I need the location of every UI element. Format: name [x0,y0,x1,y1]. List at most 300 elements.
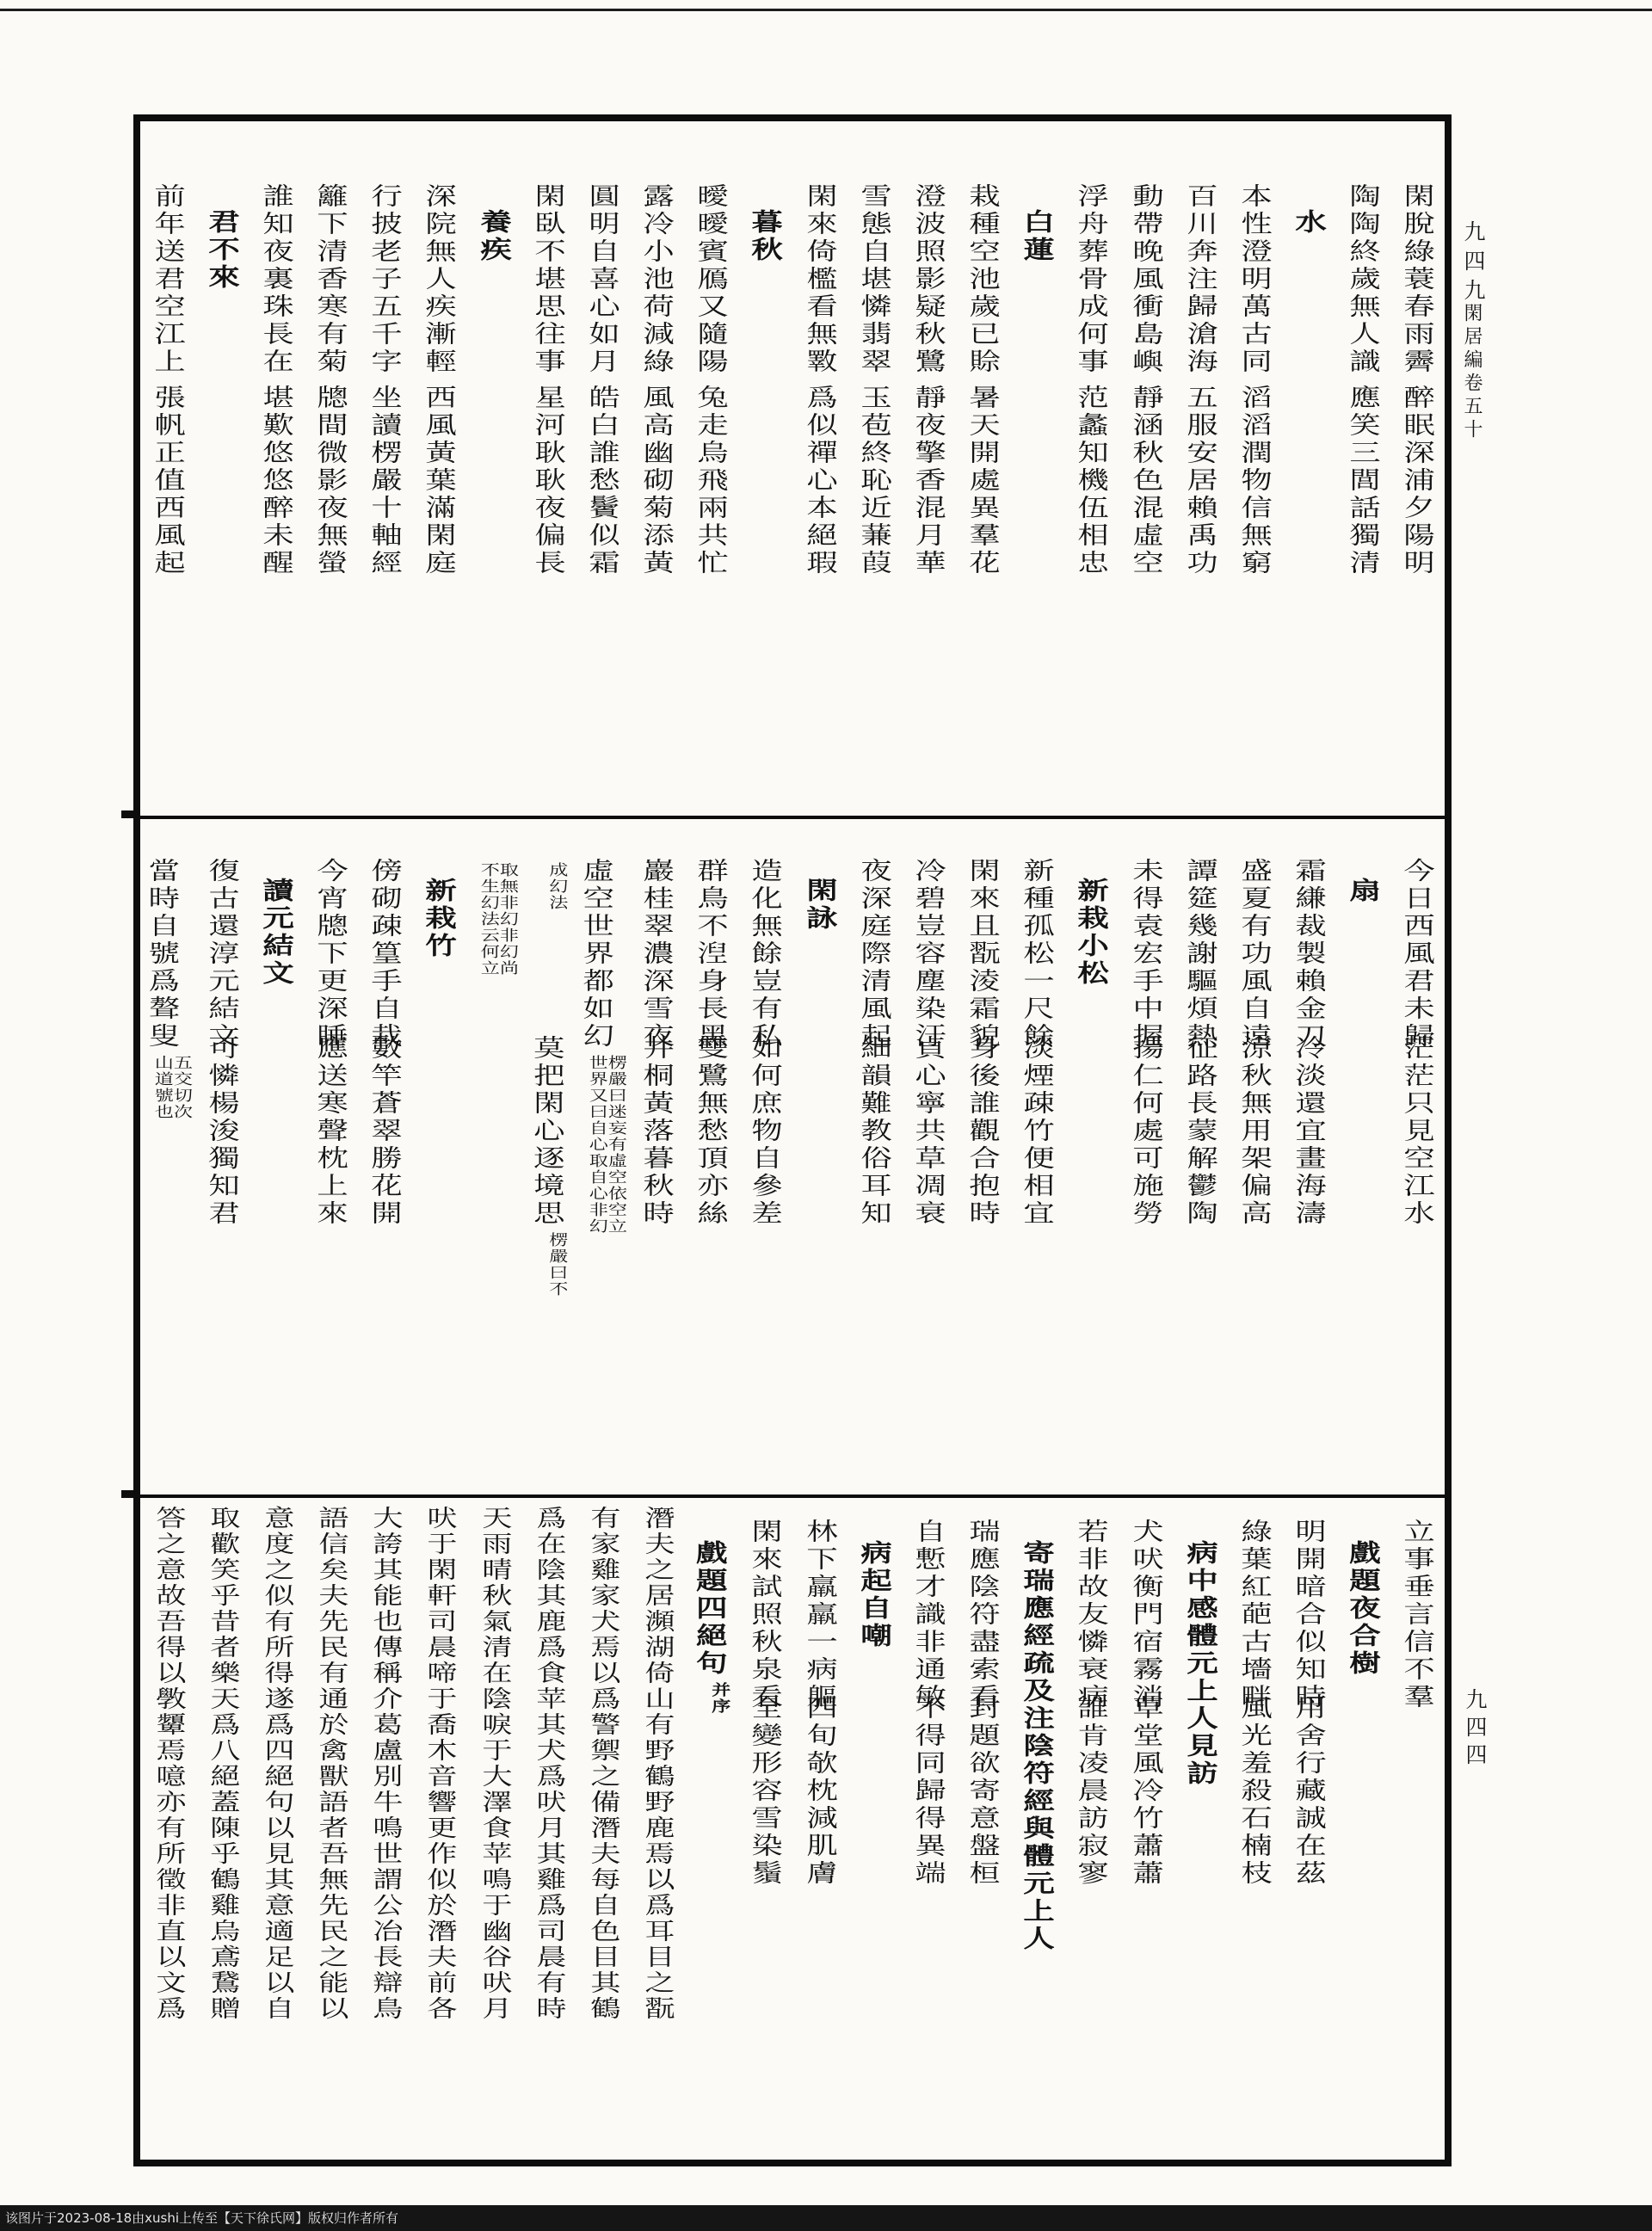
interlinear-note [150,1055,192,1120]
register-2 [140,819,1445,1495]
verse-line [472,858,518,981]
text-column [684,819,738,1495]
verse-line [578,858,626,1239]
verse-text: 圓明自喜心如月 [584,183,622,376]
verse-text: 身後誰觀合抱時 [965,1035,1002,1228]
verse-text: 百川奔注歸滄海 [1181,183,1219,376]
text-column [466,1498,521,2160]
verse-line [1399,858,1437,1051]
verse-text: 霜縑裁製賴金刀 [1291,858,1328,1051]
prose-column [422,1506,457,2022]
interlinear-note [544,862,567,911]
verse-text: 露冷小池荷減綠 [638,183,676,376]
prose-column [312,1506,348,2022]
header-page-number: 九四九 [1461,220,1486,308]
text-column [466,121,521,816]
text-column [304,819,358,1495]
text-column [575,819,629,1495]
verse-text: 閑來倚檻看無斁 [801,183,839,376]
watermark-bar [0,2205,1652,2231]
verse-line [149,183,187,376]
verse-line [1236,1519,1274,1711]
text-column [304,1498,358,2160]
poem-title-text: 君不來 [203,209,241,292]
verse-line [693,183,730,376]
poem-title-text: 養疾 [475,209,513,264]
verse-line [1127,1695,1165,1888]
verse-text: 瑞應陰符盡索看 [965,1519,1002,1711]
text-column [1064,819,1119,1495]
verse-line [1291,1035,1328,1228]
verse-line [1236,1035,1274,1228]
text-column [1010,819,1064,1495]
note-line: 山道號也 [150,1055,173,1120]
prose-text: 答之意故吾得以斆顰焉噫亦有所徵非直以文爲 [150,1506,185,2022]
verse-text: 浮舟葬骨成何事 [1073,183,1111,376]
verse-text: 曖曖賓鴈又隨陽 [693,183,730,376]
verse-line [693,1035,730,1228]
prose-text: 大誇其能也傳稱介葛盧別牛鳴世謂公冶長辯鳥 [367,1506,403,2022]
verse-line [1127,1035,1165,1228]
text-column [521,1498,575,2160]
verse-text: 可憐楊浚獨知君 [203,1035,241,1228]
interlinear-note [544,1232,567,1297]
note-line: 并序 [707,1682,730,1715]
verse-line [1291,858,1328,1051]
verse-text: 應笑三閭話獨清 [1345,385,1383,577]
verse-line [801,183,839,376]
register-1 [140,121,1445,816]
prose-text: 語信矣夫先民有通於禽獸語者吾無先民之能以 [312,1506,348,2022]
verse-line [1236,183,1274,376]
verse-text: 今日西風君未歸 [1399,858,1437,1051]
text-column [412,1498,466,2160]
verse-line [1236,1695,1274,1888]
verse-text: 澄波照影疑秋鷺 [910,183,948,376]
verse-text: 四旬欹枕減肌膚 [801,1695,839,1888]
note-line: 楞嚴曰不 [544,1232,567,1297]
text-column [575,121,629,816]
verse-text: 閑脫綠蓑春雨霽 [1399,183,1437,376]
verse-line [1073,183,1111,376]
watermark-text: 该图片于2023-08-18由xushi上传至【天下徐氏网】版权归作者所有 [5,2210,399,2226]
verse-line [910,183,948,376]
verse-line [747,1035,785,1228]
register-divider [140,1495,1445,1498]
verse-line [1291,1695,1328,1888]
text-column [1227,1498,1281,2160]
verse-text: 當時自號爲聱叟 [143,858,181,1051]
verse-text: 陶陶終歲無人識 [1345,183,1383,376]
verse-line [801,385,839,577]
poem-title-text: 戲題夜合樹 [1345,1540,1383,1678]
footer-page-number: 九四四 [1463,1688,1488,1771]
verse-text: 數竿蒼翠勝花開 [367,1035,404,1228]
note-line: 世界又曰自心取自心非幻 [584,1055,607,1235]
verse-line [1127,183,1165,376]
verse-text: 自慙才識非通敏 [910,1519,948,1711]
text-column [249,819,303,1495]
verse-line [529,385,567,577]
poem-title-text: 新栽竹 [421,878,459,960]
verse-line [965,385,1002,577]
poem-title [694,1540,728,1719]
poem-title [801,878,839,933]
verse-text: 前年送君空江上 [149,183,187,376]
verse-text: 爲似禪心本絕瑕 [801,385,839,577]
verse-text: 復古還淳元結文 [203,858,241,1051]
text-column [1336,1498,1390,2160]
verse-line [855,385,893,577]
verse-line [747,1519,785,1711]
verse-line [1399,1035,1437,1228]
verse-line [855,1035,893,1228]
text-column [1010,121,1064,816]
verse-line [1127,858,1165,1051]
verse-text: 巖桂翠濃深雪夜 [638,858,676,1051]
verse-text: 動帶晚風衝島嶼 [1127,183,1165,376]
verse-text: 涼秋無用架偏高 [1236,1035,1274,1228]
verse-line [1019,858,1057,1051]
text-column [1119,121,1173,816]
text-column [521,819,575,1495]
prose-column [367,1506,403,2022]
verse-line [1181,1035,1219,1228]
poem-title [1345,1540,1383,1678]
poem-title-text: 白蓮 [1019,209,1057,264]
verse-line [638,1035,676,1228]
poem-title [1073,878,1111,988]
verse-line [312,183,350,376]
verse-text: 雙鷺無愁頂亦絲 [693,1035,730,1228]
text-column [738,819,792,1495]
verse-text: 栽種空池歲已賒 [965,183,1002,376]
poem-title-text: 扇 [1345,878,1383,905]
verse-line [1073,1695,1111,1888]
text-column [901,819,955,1495]
verse-line [1345,183,1383,376]
text-column [792,819,847,1495]
verse-line [638,858,676,1051]
verse-text: 星河耿耿夜偏長 [529,385,567,577]
text-column [1227,819,1281,1495]
verse-text: 行披老子五千字 [367,183,404,376]
text-column [358,1498,412,2160]
text-column [1390,121,1445,816]
text-column [1173,1498,1227,2160]
verse-line [801,1519,839,1711]
verse-text: 盛夏有功風自遠 [1236,858,1274,1051]
verse-text: 靜涵秋色混虛空 [1127,385,1165,577]
verse-text: 風光羞殺石楠枝 [1236,1695,1274,1888]
verse-text: 草堂風冷竹蕭蕭 [1127,1695,1165,1888]
text-column [1282,1498,1336,2160]
verse-line [529,183,567,376]
verse-line [584,183,622,376]
text-column [575,1498,629,2160]
verse-text: 五服安居賴禹功 [1181,385,1219,577]
verse-line [367,183,404,376]
verse-line [1399,385,1437,577]
text-column [140,1498,194,2160]
text-column [140,819,194,1495]
text-column [358,121,412,816]
verse-text: 冷淡還宜畫海濤 [1291,1035,1328,1228]
verse-text: 綠葉紅葩古墻畔 [1236,1519,1274,1711]
text-column [1227,121,1281,816]
verse-line [855,858,893,1051]
verse-text: 井桐黃落暮秋時 [638,1035,676,1228]
verse-line [965,183,1002,376]
verse-text: 傍砌疎篁手自栽 [367,858,404,1051]
verse-line [910,385,948,577]
verse-text: 未得袁宏手中握 [1127,858,1165,1051]
verse-text: 立事垂言信不羣 [1399,1519,1437,1711]
interlinear-note [709,1682,728,1715]
verse-text: 誰知夜裏珠長在 [258,183,296,376]
text-column [1064,1498,1119,2160]
verse-line [258,183,296,376]
verse-line [801,1695,839,1888]
poem-title [1345,878,1383,905]
prose-column [258,1506,294,2022]
prose-text: 意度之似有所得遂爲四絕句以見其意適足以自 [258,1506,294,2022]
verse-text: 林下羸羸一病軀 [801,1519,839,1711]
verse-line [965,1519,1002,1711]
poem-title-text: 水 [1291,209,1328,237]
text-column [358,819,412,1495]
poem-title-text: 寄瑞應經疏及注陰符經與體元上人 [1019,1540,1057,1953]
poem-title [1019,209,1057,264]
verse-text: 虛空世界都如幻 [578,858,616,1051]
text-column [304,121,358,816]
text-column [412,819,466,1495]
prose-text: 爲在陰其鹿爲食苹其犬爲吠月其雞爲司晨有時 [530,1506,565,2022]
poem-title [475,209,513,264]
verse-text: 莫把閑心逐境思 [528,1035,566,1228]
verse-text: 譚筵幾謝驅煩熱 [1181,858,1219,1051]
verse-line [693,385,730,577]
prose-text: 天雨晴秋氣清在陰唳于大澤食苹鳴于幽谷吠月 [476,1506,511,2022]
poem-title-text: 新栽小松 [1073,878,1111,988]
verse-text: 不得同歸得異端 [910,1695,948,1888]
poem-title [203,209,241,292]
verse-line [1073,385,1111,577]
verse-text: 征路長蒙解鬱陶 [1181,1035,1219,1228]
verse-text: 閑來試照秋泉看 [747,1519,785,1711]
verse-text: 玉苞終恥近蒹葭 [855,385,893,577]
verse-line [965,1035,1002,1228]
prose-column [638,1506,675,2022]
prose-text: 有家雞家犬焉以爲警禦之備潛夫每自色目其鶴 [584,1506,620,2022]
verse-line [203,1035,241,1228]
text-column [847,819,901,1495]
register-divider [140,816,1445,819]
poem-title [1291,209,1328,237]
verse-line [693,858,730,1051]
poem-title [258,878,296,988]
text-column [1336,819,1390,1495]
verse-line [638,385,676,577]
verse-line [1399,183,1437,376]
verse-text: 醉眠深浦夕陽明 [1399,385,1437,577]
poem-title-text: 病起自嘲 [855,1540,893,1650]
poem-title [855,1540,893,1650]
page-top-rule [0,9,1652,11]
verse-line [910,858,948,1051]
poem-title-text: 戲題四絕句 [692,1540,730,1678]
verse-text: 用舍行藏誠在茲 [1291,1695,1328,1888]
note-line: 楞嚴曰迷妄有虛空依空立 [603,1055,626,1235]
verse-text: 應送寒聲枕上來 [312,1035,350,1228]
note-line: 成幻法 [544,862,567,911]
verse-text: 兔走烏飛兩共忙 [693,385,730,577]
verse-text: 群鳥不湼身長黑 [693,858,730,1051]
verse-text: 誰肯凌晨訪寂寥 [1073,1695,1111,1888]
poem-title-text: 讀元結文 [258,878,296,988]
text-frame-border [133,114,1452,2166]
verse-text: 如何庶物自參差 [747,1035,785,1228]
verse-text: 坐讀楞嚴十軸經 [367,385,404,577]
interlinear-note [586,1055,624,1235]
text-column [249,1498,303,2160]
text-column [194,819,249,1495]
text-column [1390,819,1445,1495]
verse-text: 貞心寧共草凋衰 [910,1035,948,1228]
verse-line [910,1035,948,1228]
verse-text: 夜深庭際清風起 [855,858,893,1051]
verse-line [1127,385,1165,577]
poem-title-text: 病中感體元上人見訪 [1181,1540,1219,1788]
verse-text: 全變形容雪染鬚 [747,1695,785,1888]
verse-line [965,1695,1002,1888]
verse-text: 揚仁何處可施勞 [1127,1035,1165,1228]
verse-text: 閑臥不堪思往事 [529,183,567,376]
prose-text: 吠于閑軒司晨啼于喬木音響更作似於潛夫前各 [422,1506,457,2022]
verse-line [1236,385,1274,577]
verse-line [747,858,785,1051]
text-column [847,121,901,816]
text-column [956,1498,1010,2160]
verse-text: 雪態自堪憐翡翠 [855,183,893,376]
verse-line [258,385,296,577]
text-column [738,1498,792,2160]
text-column [630,121,684,816]
verse-text: 造化無餘豈有私 [747,858,785,1051]
text-column [1282,819,1336,1495]
verse-line [312,385,350,577]
text-column [466,819,521,1495]
verse-line [638,183,676,376]
text-column [847,1498,901,2160]
verse-text: 范蠡知機伍相忠 [1073,385,1111,577]
note-line: 取無非幻非幻尚 [495,862,518,977]
prose-column [150,1506,185,2022]
poem-title [1019,1540,1057,1953]
verse-line [965,858,1002,1051]
text-column [630,1498,684,2160]
verse-line [855,183,893,376]
prose-column [530,1506,565,2022]
verse-text: 牕間微影夜無螢 [312,385,350,577]
verse-text: 犬吠衡門宿霧消 [1127,1519,1165,1711]
text-column [1173,819,1227,1495]
verse-line [1181,183,1219,376]
text-column [521,121,575,816]
verse-line [1181,385,1219,577]
header-volume-title: 閑居編卷五十 [1461,303,1482,442]
text-column [1282,121,1336,816]
verse-text: 明開暗合似知時 [1291,1519,1328,1711]
note-line: 五交切次 [169,1055,192,1120]
text-column [1119,1498,1173,2160]
verse-line [312,1035,350,1228]
verse-line [1399,1519,1437,1711]
verse-text: 淡煙疎竹便相宜 [1019,1035,1057,1228]
verse-line [367,858,404,1051]
prose-column [584,1506,620,2022]
verse-line [421,183,459,376]
text-column [684,1498,738,2160]
prose-column [206,1506,237,2022]
verse-line [149,385,187,577]
verse-text: 西風黃葉滿閑庭 [421,385,459,577]
text-column [684,121,738,816]
verse-line [1181,858,1219,1051]
text-column [901,1498,955,2160]
poem-title [747,209,785,264]
verse-line [910,1695,948,1888]
verse-line [528,1035,567,1302]
interlinear-note [476,862,518,977]
poem-title [1181,1540,1219,1788]
verse-line [367,1035,404,1228]
text-column [1336,121,1390,816]
text-column [1010,1498,1064,2160]
text-column [194,1498,249,2160]
verse-text: 閑來且翫淩霜貌 [965,858,1002,1051]
text-column [792,1498,847,2160]
verse-line [1019,1035,1057,1228]
verse-text: 深院無人疾漸輕 [421,183,459,376]
poem-title-text: 暮秋 [747,209,785,264]
verse-line [143,858,192,1125]
verse-text: 若非故友憐衰病 [1073,1519,1111,1711]
text-column [1064,121,1119,816]
text-column [412,121,466,816]
text-column [194,121,249,816]
verse-text: 籬下清香寒有菊 [312,183,350,376]
register-3 [140,1498,1445,2160]
verse-line [747,1695,785,1888]
verse-line [531,858,567,915]
prose-text: 潛夫之居瀕湖倚山有野鶴野鹿焉以爲耳目之翫 [638,1506,675,2022]
verse-text: 皓白誰愁鬢似霜 [584,385,622,577]
verse-line [1236,858,1274,1051]
verse-line [312,858,350,1051]
verse-text: 新種孤松一尺餘 [1019,858,1057,1051]
left-fold-tick [121,810,133,818]
text-column [792,121,847,816]
text-column [140,121,194,816]
verse-line [1127,1519,1165,1711]
text-column [630,819,684,1495]
verse-line [367,385,404,577]
text-column [738,121,792,816]
verse-line [584,385,622,577]
verse-text: 張帆正值西風起 [149,385,187,577]
text-column [1390,1498,1445,2160]
